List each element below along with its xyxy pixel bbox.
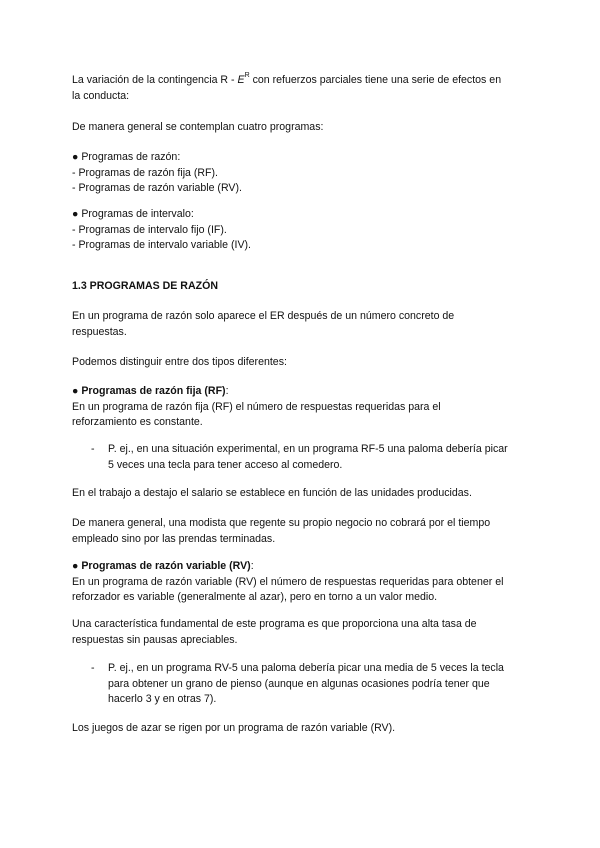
games-paragraph (72, 721, 534, 737)
rv-title-bold: ● Programas de razón variable (RV) (72, 560, 251, 572)
distinguish-line: Podemos distinguir entre dos tipos diferentes: (72, 356, 287, 368)
work-paragraph (72, 486, 534, 502)
rv-feature-paragraph (72, 617, 534, 648)
dash-bullet: - (91, 443, 95, 455)
rf-definition (72, 384, 534, 431)
rv-title (72, 559, 534, 575)
section-intro-line-2: respuestas. (72, 325, 127, 338)
rv-example-text (108, 661, 538, 708)
rv-line-2: reforzador es variable (generalmente al azar), pero en torno a un valor medio. (72, 591, 438, 603)
section-heading (72, 279, 534, 295)
rf-example-line-1: P. ej., en una situación experimental, en un programa RF-5 una paloma debería picar (108, 443, 508, 455)
rf-line-1: En un programa de razón fija (RF) el número de respuestas requeridas para el (72, 400, 441, 413)
rv-example-line-1: P. ej., en un programa RV-5 una paloma debería picar una media de 5 veces la tecla (108, 662, 504, 674)
intro-text-after: con refuerzos parciales tiene una serie de efectos en (249, 74, 502, 86)
modista-line-1: De manera general, una modista que regente su propio negocio no cobrará por el tiempo (72, 517, 491, 529)
section-intro-paragraph (72, 309, 534, 340)
rf-example-item (72, 442, 534, 474)
list-item: - Programas de intervalo variable (IV). (72, 239, 251, 251)
rv-title-colon: : (250, 560, 254, 572)
rv-line-1: En un programa de razón variable (RV) el número de respuestas requeridas para obtener el (72, 575, 504, 588)
rf-title-bold: ● Programas de razón fija (RF) (72, 385, 226, 397)
interval-program-list (72, 207, 534, 254)
intro-text-before: La variación de la contingencia R - (72, 74, 238, 86)
intro-line-1 (72, 73, 534, 89)
dash-bullet: - (91, 662, 95, 674)
rv-example-line-3: hacerlo 3 y en otras 7). (108, 693, 217, 705)
list-item: - Programas de razón variable (RV). (72, 182, 242, 194)
rf-title-colon: : (225, 385, 229, 397)
rv-example-line-2: para obtener un grano de pienso (aunque en algunas ocasiones podría tener que (108, 677, 490, 690)
rf-line-2: reforzamiento es constante. (72, 416, 203, 428)
rf-example-line-2: 5 veces una tecla para tener acceso al comedero. (108, 458, 343, 471)
rv-definition (72, 559, 534, 606)
er-superscript: R (244, 72, 250, 79)
list-item: - Programas de intervalo fijo (IF). (72, 223, 227, 236)
intro-line-2: la conducta: (72, 89, 130, 102)
rf-example-text (108, 442, 538, 473)
rf-title (72, 384, 534, 400)
list-item: - Programas de razón fija (RF). (72, 166, 219, 179)
section-intro-line-1: En un programa de razón solo aparece el ER después de un número concreto de (72, 310, 455, 322)
games-line: Los juegos de azar se rigen por un programa de razón variable (RV). (72, 722, 396, 734)
rv-example-item (72, 661, 534, 709)
ratio-list-title: ● Programas de razón: (72, 151, 181, 163)
work-line: En el trabajo a destajo el salario se establece en función de las unidades producidas. (72, 487, 472, 499)
distinguish-paragraph (72, 355, 534, 371)
intro-paragraph (72, 73, 534, 104)
rv-feature-line-2: respuestas sin pausas apreciables. (72, 633, 238, 646)
general-line: De manera general se contemplan cuatro programas: (72, 121, 324, 133)
er-symbol: E (237, 74, 245, 86)
rv-feature-line-1: Una característica fundamental de este programa es que proporciona una alta tasa de (72, 618, 477, 630)
ratio-program-list (72, 150, 534, 197)
section-heading-text: 1.3 PROGRAMAS DE RAZÓN (72, 280, 218, 292)
modista-paragraph (72, 516, 534, 547)
general-paragraph (72, 120, 534, 136)
interval-list-title: ● Programas de intervalo: (72, 208, 194, 220)
modista-line-2: empleado sino por las prendas terminadas. (72, 532, 276, 545)
